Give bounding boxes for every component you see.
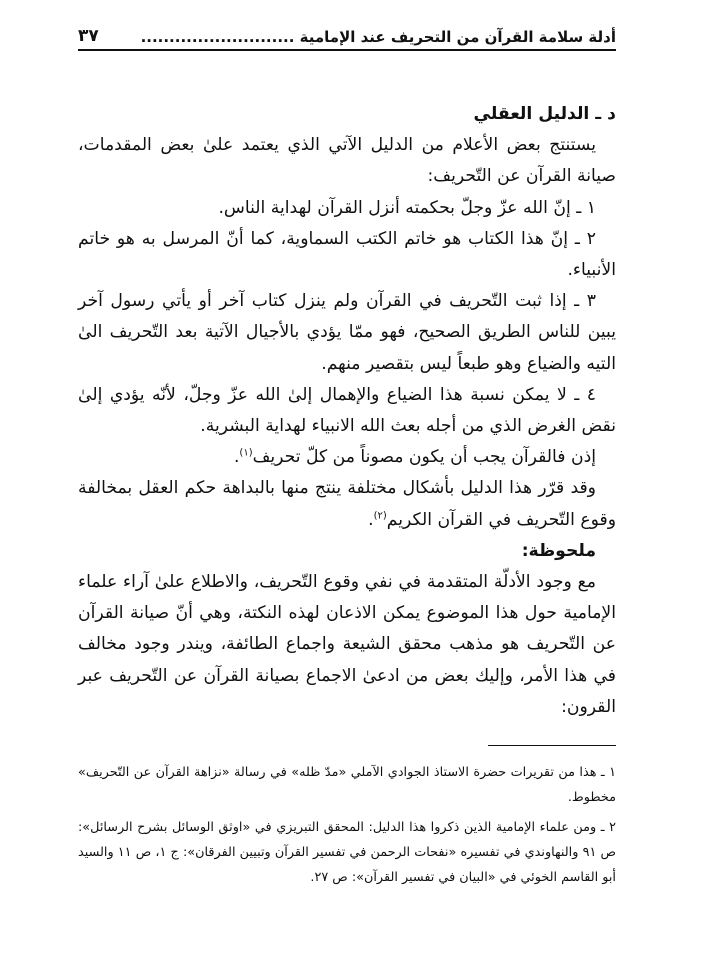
conclusion-end: . <box>233 447 240 468</box>
conclusion-text: إذن فالقرآن يجب أن يكون مصوناً من كلّ تحريف <box>252 447 596 468</box>
premise-1: ١ ـ إنّ الله عزّ وجلّ بحكمته أنزل القرآن لهداية الناس. <box>218 197 596 218</box>
premise-3: ٣ ـ إذا ثبت التّحريف في القرآن ولم ينزل كتاب آخر أو يأتي رسول آخر يبين للناس الطريق الصحيح، فهو ممّا يؤدي بالأجيال الآتية بعد التّحريف الىٰ التيه والضياع وهو طبعاً ليس بتقصير منهم. <box>78 291 616 374</box>
main-text <box>78 99 616 723</box>
note-heading: ملحوظة: <box>521 540 596 561</box>
running-header <box>78 22 616 51</box>
argument-end: . <box>368 509 374 530</box>
footnote-2: ٢ ـ ومن علماء الإمامية الذين ذكروا هذا الدليل: المحقق التبريزي في «اوثق الوسائل بشرح الرسائل»: ص ٩١ والنهاوندي في تفسيره «نفحات الرحمن في تفسير القرآن وتبيين الفرقان»: ج ١، ص ١١ والسيد أبو القاسم الخوئي في «البيان في تفسير القرآن»: ص ٢٧. <box>78 820 616 886</box>
argument-paragraph <box>78 473 616 535</box>
footnote-ref-2[interactable]: (٢) <box>373 509 387 521</box>
note-paragraph: مع وجود الأدلّة المتقدمة في نفي وقوع التّحريف، والاطلاع علىٰ آراء علماء الإمامية حول هذا الموضوع يمكن الاذعان لهذه النكتة، وهي أنّ صيانة القرآن عن التّحريف هو مذهب محقق الشيعة واجماع الطائفة، ويندر وجود مخالف في هذا الأمر، وإليك بعض من ادعىٰ الاجماع بصيانة القرآن عن التّحريف عبر القرون: <box>78 572 616 717</box>
section-heading: د ـ الدليل العقلي <box>473 104 616 124</box>
conclusion-paragraph <box>78 442 616 473</box>
footnotes <box>78 760 616 890</box>
book-page <box>78 22 616 957</box>
premise-4: ٤ ـ لا يمكن نسبة هذا الضياع والإهمال إلىٰ الله عزّ وجلّ، لأنّه يؤدي إلىٰ نقض الغرض الذي من أجله بعث الله الانبياء لهداية البشرية. <box>78 384 616 437</box>
page-number: ٣٧ <box>78 26 99 46</box>
intro-paragraph: يستنتج بعض الأعلام من الدليل الآتي الذي يعتمد علىٰ بعض المقدمات، صيانة القرآن عن التّحريف: <box>78 135 616 187</box>
footnote-divider <box>488 745 616 746</box>
footnote-ref-1[interactable]: (١) <box>239 447 253 459</box>
running-title: أدلة سلامة القرآن من التحريف عند الإمامية ........................... <box>140 28 616 46</box>
argument-text: وقد قرّر هذا الدليل بأشكال مختلفة ينتج منها بالبداهة حكم العقل بمخالفة وقوع التّحريف في القرآن الكريم <box>78 478 616 530</box>
premise-2: ٢ ـ إنّ هذا الكتاب هو خاتم الكتب السماوية، كما أنّ المرسل به هو خاتم الأنبياء. <box>78 228 616 281</box>
footnote-1: ١ ـ هذا من تقريرات حضرة الاستاذ الجوادي الآملي «مدّ ظله» في رسالة «نزاهة القرآن عن التّحريف» مخطوط. <box>78 765 616 806</box>
